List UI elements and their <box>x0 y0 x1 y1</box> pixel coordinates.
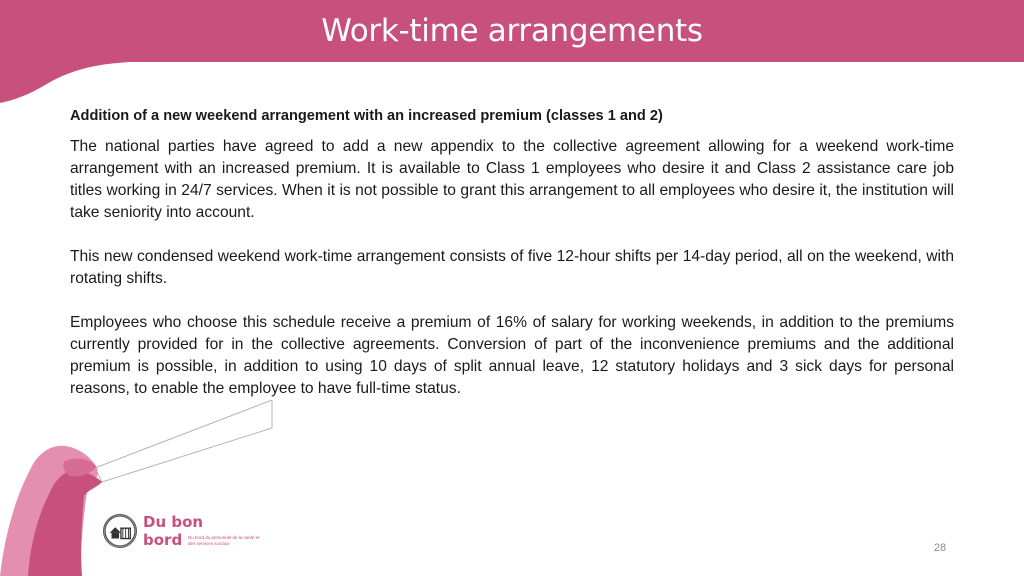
du-bon-bord-logo <box>103 514 273 554</box>
logo-name-line1: Du bon <box>143 513 204 531</box>
paragraph-schedule: This new condensed weekend work-time arrangement consists of five 12-hour shifts per 14-day period, all on the weekend, with rotating shifts. <box>70 248 954 287</box>
slide-content <box>70 106 954 422</box>
page-number: 28 <box>933 542 947 554</box>
paragraph-premium: Employees who choose this schedule receive a premium of 16% of salary for working weekends, in addition to the premiums currently provided for in the collective agreements. Conversion of part of the inconvenience premiums and the additional premium is possible, in addition to using 10 days of split annual leave, 12 statutory holidays and 3 sick days for personal reasons, to enable the employee to have full-time status. <box>70 314 954 397</box>
slide-title: Work-time arrangements <box>321 13 703 49</box>
paragraph-availability: The national parties have agreed to add a new appendix to the collective agreement allowing for a weekend work-time arrangement with an increased premium. It is available to Class 1 employees who desire it and Class 2 assistance care job titles working in 24/7 services. When it is not possible to grant this arrangement to all employees who desire it, the institution will take seniority into account. <box>70 138 954 221</box>
section-heading: Addition of a new weekend arrangement with an increased premium (classes 1 and 2) <box>70 108 663 124</box>
house-badge-icon <box>103 514 137 548</box>
logo-name-line2: bord <box>143 531 183 549</box>
logo-tagline: Du bord du personnel de la santé et des services sociaux <box>188 535 260 546</box>
